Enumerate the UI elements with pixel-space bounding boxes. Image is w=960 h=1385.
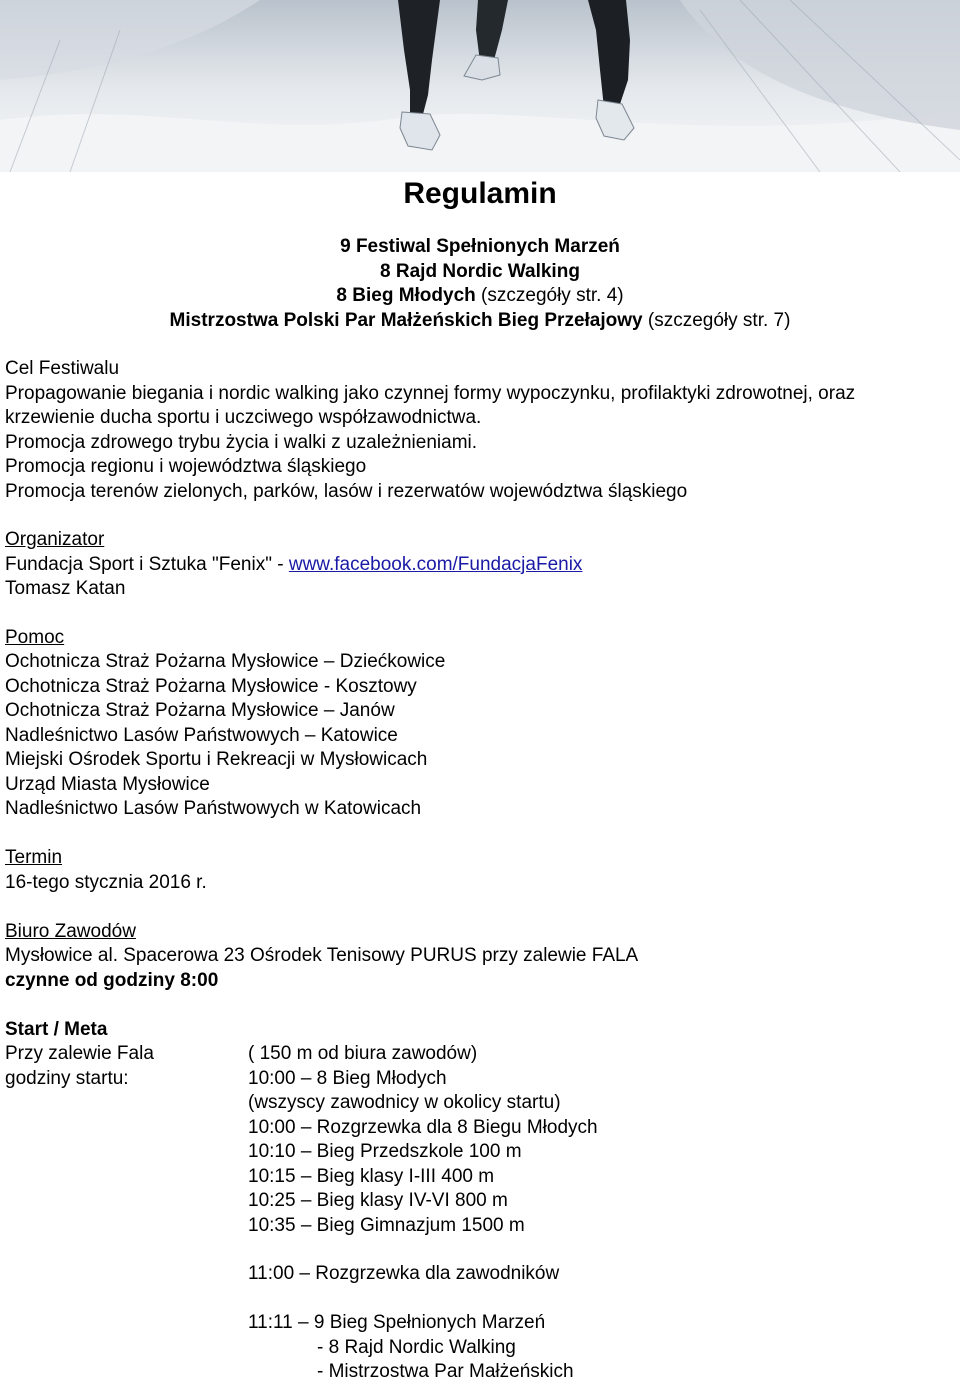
pomoc-item: Urząd Miasta Mysłowice (5, 773, 210, 795)
schedule-item: 11:11 – 9 Bieg Spełnionych Marzeń (248, 1312, 546, 1333)
pomoc-item: Nadleśnictwo Lasów Państwowych – Katowice (5, 724, 398, 746)
termin-date: 16-tego stycznia 2016 r. (5, 871, 207, 893)
schedule-item: 10:00 – 8 Bieg Młodych (248, 1067, 447, 1089)
schedule-item: 10:35 – Bieg Gimnazjum 1500 m (248, 1214, 525, 1236)
event-nordic: 8 Rajd Nordic Walking (380, 260, 580, 282)
event-bieg: 8 Bieg Młodych (336, 285, 476, 306)
cel-line: Promocja zdrowego trybu życia i walki z uzależnieniami. (5, 431, 478, 453)
organizator-line (5, 553, 582, 578)
pomoc-item: Nadleśnictwo Lasów Państwowych w Katowicach (5, 798, 422, 819)
schedule-item: 10:15 – Bieg klasy I-III 400 m (248, 1165, 495, 1187)
pomoc-item: Ochotnicza Straż Pożarna Mysłowice - Kosztowy (5, 675, 417, 697)
cel-line: Propagowanie biegania i nordic walking jako czynnej formy wypoczynku, profilaktyki zdrowotnej, oraz (5, 382, 856, 404)
header-photo (0, 0, 960, 172)
event-mistrzostwa: Mistrzostwa Polski Par Małżeńskich Bieg Przełajowy (169, 309, 643, 331)
schedule-item: 10:00 – Rozgrzewka dla 8 Biegu Młodych (248, 1116, 598, 1138)
organizator-person: Tomasz Katan (5, 578, 126, 599)
start-place-label: Przy zalewie Fala (5, 1043, 154, 1064)
schedule-item: 10:25 – Bieg klasy IV-VI 800 m (248, 1190, 508, 1211)
pomoc-item: Ochotnicza Straż Pożarna Mysłowice – Dziećkowice (5, 651, 446, 672)
organizator-name: Fundacja Sport i Sztuka "Fenix" - (5, 553, 289, 575)
pomoc-item: Miejski Ośrodek Sportu i Rekreacji w Mysłowicach (5, 749, 428, 770)
start-times-label: godziny startu: (5, 1067, 129, 1089)
pomoc-heading: Pomoc (5, 626, 65, 648)
facebook-link[interactable]: www.facebook.com/FundacjaFenix (288, 553, 583, 575)
schedule-item: 10:10 – Bieg Przedszkole 100 m (248, 1141, 522, 1162)
organizator-heading: Organizator (5, 529, 105, 550)
biuro-address: Mysłowice al. Spacerowa 23 Ośrodek Tenisowy PURUS przy zalewie FALA (5, 945, 639, 966)
event-bieg-line (0, 284, 960, 309)
cel-heading: Cel Festiwalu (5, 358, 120, 379)
event-festival: 9 Festiwal Spełnionych Marzeń (340, 236, 620, 257)
schedule-sub-item: - 8 Rajd Nordic Walking (317, 1336, 516, 1358)
cel-line: Promocja terenów zielonych, parków, lasów i rezerwatów województwa śląskiego (5, 480, 688, 502)
start-heading: Start / Meta (5, 1018, 108, 1040)
biuro-hours: czynne od godziny 8:00 (5, 969, 219, 991)
biuro-heading: Biuro Zawodów (5, 920, 136, 942)
event-mistrzostwa-note: (szczegóły str. 7) (642, 309, 791, 331)
termin-heading: Termin (5, 847, 63, 868)
schedule-item: (wszyscy zawodnicy w okolicy startu) (248, 1092, 561, 1113)
cel-line: krzewienie ducha sportu i uczciwego współzawodnictwa. (5, 407, 482, 428)
start-place-value: ( 150 m od biura zawodów) (248, 1043, 478, 1064)
event-bieg-note: (szczegóły str. 4) (475, 285, 624, 306)
page-title: Regulamin (403, 177, 557, 210)
schedule-sub-item: - Mistrzostwa Par Małżeńskich (317, 1361, 574, 1382)
cel-line: Promocja regionu i województwa śląskiego (5, 456, 367, 477)
event-mistrzostwa-line (0, 309, 960, 334)
schedule-item: 11:00 – Rozgrzewka dla zawodników (248, 1263, 560, 1284)
pomoc-item: Ochotnicza Straż Pożarna Mysłowice – Janów (5, 700, 395, 721)
